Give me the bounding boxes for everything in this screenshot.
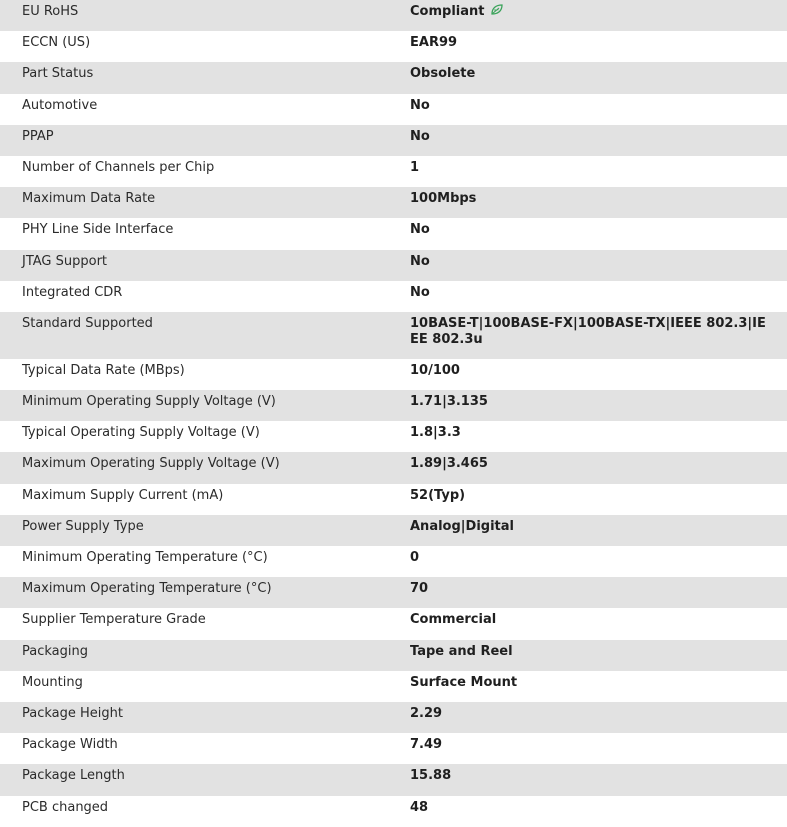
value-cell [387,359,787,390]
value-text: Analog|Digital [410,518,514,534]
table-row [0,0,787,31]
attribute-cell [0,218,387,249]
attribute-label: Typical Data Rate (MBps) [22,362,185,378]
attribute-label: PCB changed [22,799,109,815]
table-row [0,312,787,359]
value-cell [387,125,787,156]
attribute-cell [0,281,387,312]
attribute-label: PPAP [22,128,54,144]
attribute-label: Package Length [22,768,125,784]
value-cell [387,281,787,312]
table-row [0,452,787,483]
table-row [0,546,787,577]
attribute-cell [0,250,387,281]
attribute-cell [0,515,387,546]
attribute-cell [0,484,387,515]
attribute-label: Maximum Data Rate [22,191,156,207]
value-text: 70 [410,581,429,597]
value-text: 10/100 [410,362,460,378]
attribute-cell [0,359,387,390]
attribute-label: Maximum Operating Temperature (°C) [22,581,272,597]
attribute-cell [0,640,387,671]
table-row [0,156,787,187]
value-text: No [410,284,430,300]
attribute-label: Standard Supported [22,315,153,331]
table-row [0,390,787,421]
attribute-label: Package Height [22,705,123,721]
value-cell [387,390,787,421]
value-text: 1.71|3.135 [410,394,488,410]
value-cell [387,702,787,733]
value-cell [387,452,787,483]
attribute-cell [0,796,387,827]
table-row [0,125,787,156]
attribute-label: Maximum Operating Supply Voltage (V) [22,456,280,472]
value-cell [387,764,787,795]
table-row [0,218,787,249]
attribute-label: Part Status [22,66,94,82]
value-cell [387,796,787,827]
attribute-cell [0,764,387,795]
value-text: Compliant [410,4,485,19]
value-text: 15.88 [410,768,452,784]
value-text: 48 [410,799,429,815]
value-text: 10BASE-T|100BASE-FX|100BASE-TX|IEEE 802.3|IEEE 802.3u [410,315,766,347]
value-text: No [410,97,430,113]
value-cell [387,312,787,359]
leaf-icon [490,4,504,16]
attribute-label: Power Supply Type [22,518,144,534]
attribute-label: Maximum Supply Current (mA) [22,487,224,503]
value-cell [387,608,787,639]
attribute-cell [0,671,387,702]
value-text: 1.89|3.465 [410,456,488,472]
table-row [0,702,787,733]
value-cell [387,515,787,546]
value-cell [387,187,787,218]
table-row [0,359,787,390]
value-text: Surface Mount [410,674,518,690]
value-text: No [410,253,430,269]
value-cell [387,0,787,31]
table-row [0,421,787,452]
table-row [0,640,787,671]
value-cell [387,484,787,515]
value-cell [387,62,787,93]
value-text: Tape and Reel [410,643,513,659]
table-row [0,484,787,515]
table-row [0,764,787,795]
attribute-cell [0,62,387,93]
attribute-cell [0,390,387,421]
table-row [0,577,787,608]
attribute-cell [0,608,387,639]
value-text: 1.8|3.3 [410,425,461,441]
attribute-label: JTAG Support [22,253,108,269]
attribute-cell [0,546,387,577]
attribute-label: EU RoHS [22,4,79,19]
value-text: EAR99 [410,35,458,51]
value-cell [387,94,787,125]
attribute-cell [0,0,387,31]
table-row [0,515,787,546]
attribute-label: Integrated CDR [22,284,123,300]
attribute-label: Number of Channels per Chip [22,159,215,175]
table-row [0,671,787,702]
value-cell [387,671,787,702]
value-text: No [410,128,430,144]
value-cell [387,421,787,452]
value-cell [387,156,787,187]
value-cell [387,218,787,249]
attribute-cell [0,733,387,764]
attribute-cell [0,702,387,733]
value-cell [387,577,787,608]
value-cell [387,31,787,62]
attribute-cell [0,452,387,483]
value-text: Commercial [410,612,497,628]
attribute-label: Automotive [22,97,98,113]
table-row [0,250,787,281]
value-text: 1 [410,159,420,175]
attribute-cell [0,31,387,62]
attribute-label: Mounting [22,674,83,690]
attribute-cell [0,156,387,187]
table-row [0,187,787,218]
table-row [0,733,787,764]
value-cell [387,640,787,671]
table-row [0,796,787,827]
attribute-label: Supplier Temperature Grade [22,612,206,628]
attribute-cell [0,125,387,156]
value-text: 2.29 [410,705,443,721]
attribute-cell [0,577,387,608]
value-cell [387,250,787,281]
attribute-label: PHY Line Side Interface [22,222,174,238]
value-text-with-icon [387,0,787,20]
value-cell [387,733,787,764]
value-cell [387,546,787,577]
value-text: Obsolete [410,66,476,82]
table-row [0,94,787,125]
attribute-label: Typical Operating Supply Voltage (V) [22,425,260,441]
attribute-label: Packaging [22,643,88,659]
value-text: 52(Typ) [410,487,466,503]
table-row [0,62,787,93]
attribute-label: Minimum Operating Supply Voltage (V) [22,394,276,410]
attribute-cell [0,187,387,218]
attribute-label: ECCN (US) [22,35,91,51]
table-row [0,608,787,639]
table-row [0,281,787,312]
value-text: 100Mbps [410,191,477,207]
attribute-cell [0,312,387,359]
attribute-label: Minimum Operating Temperature (°C) [22,550,268,565]
attribute-label: Package Width [22,737,118,753]
value-text: No [410,222,430,238]
attribute-cell [0,94,387,125]
attribute-cell [0,421,387,452]
value-text: 0 [410,550,420,565]
value-text: 7.49 [410,737,443,753]
table-row [0,31,787,62]
